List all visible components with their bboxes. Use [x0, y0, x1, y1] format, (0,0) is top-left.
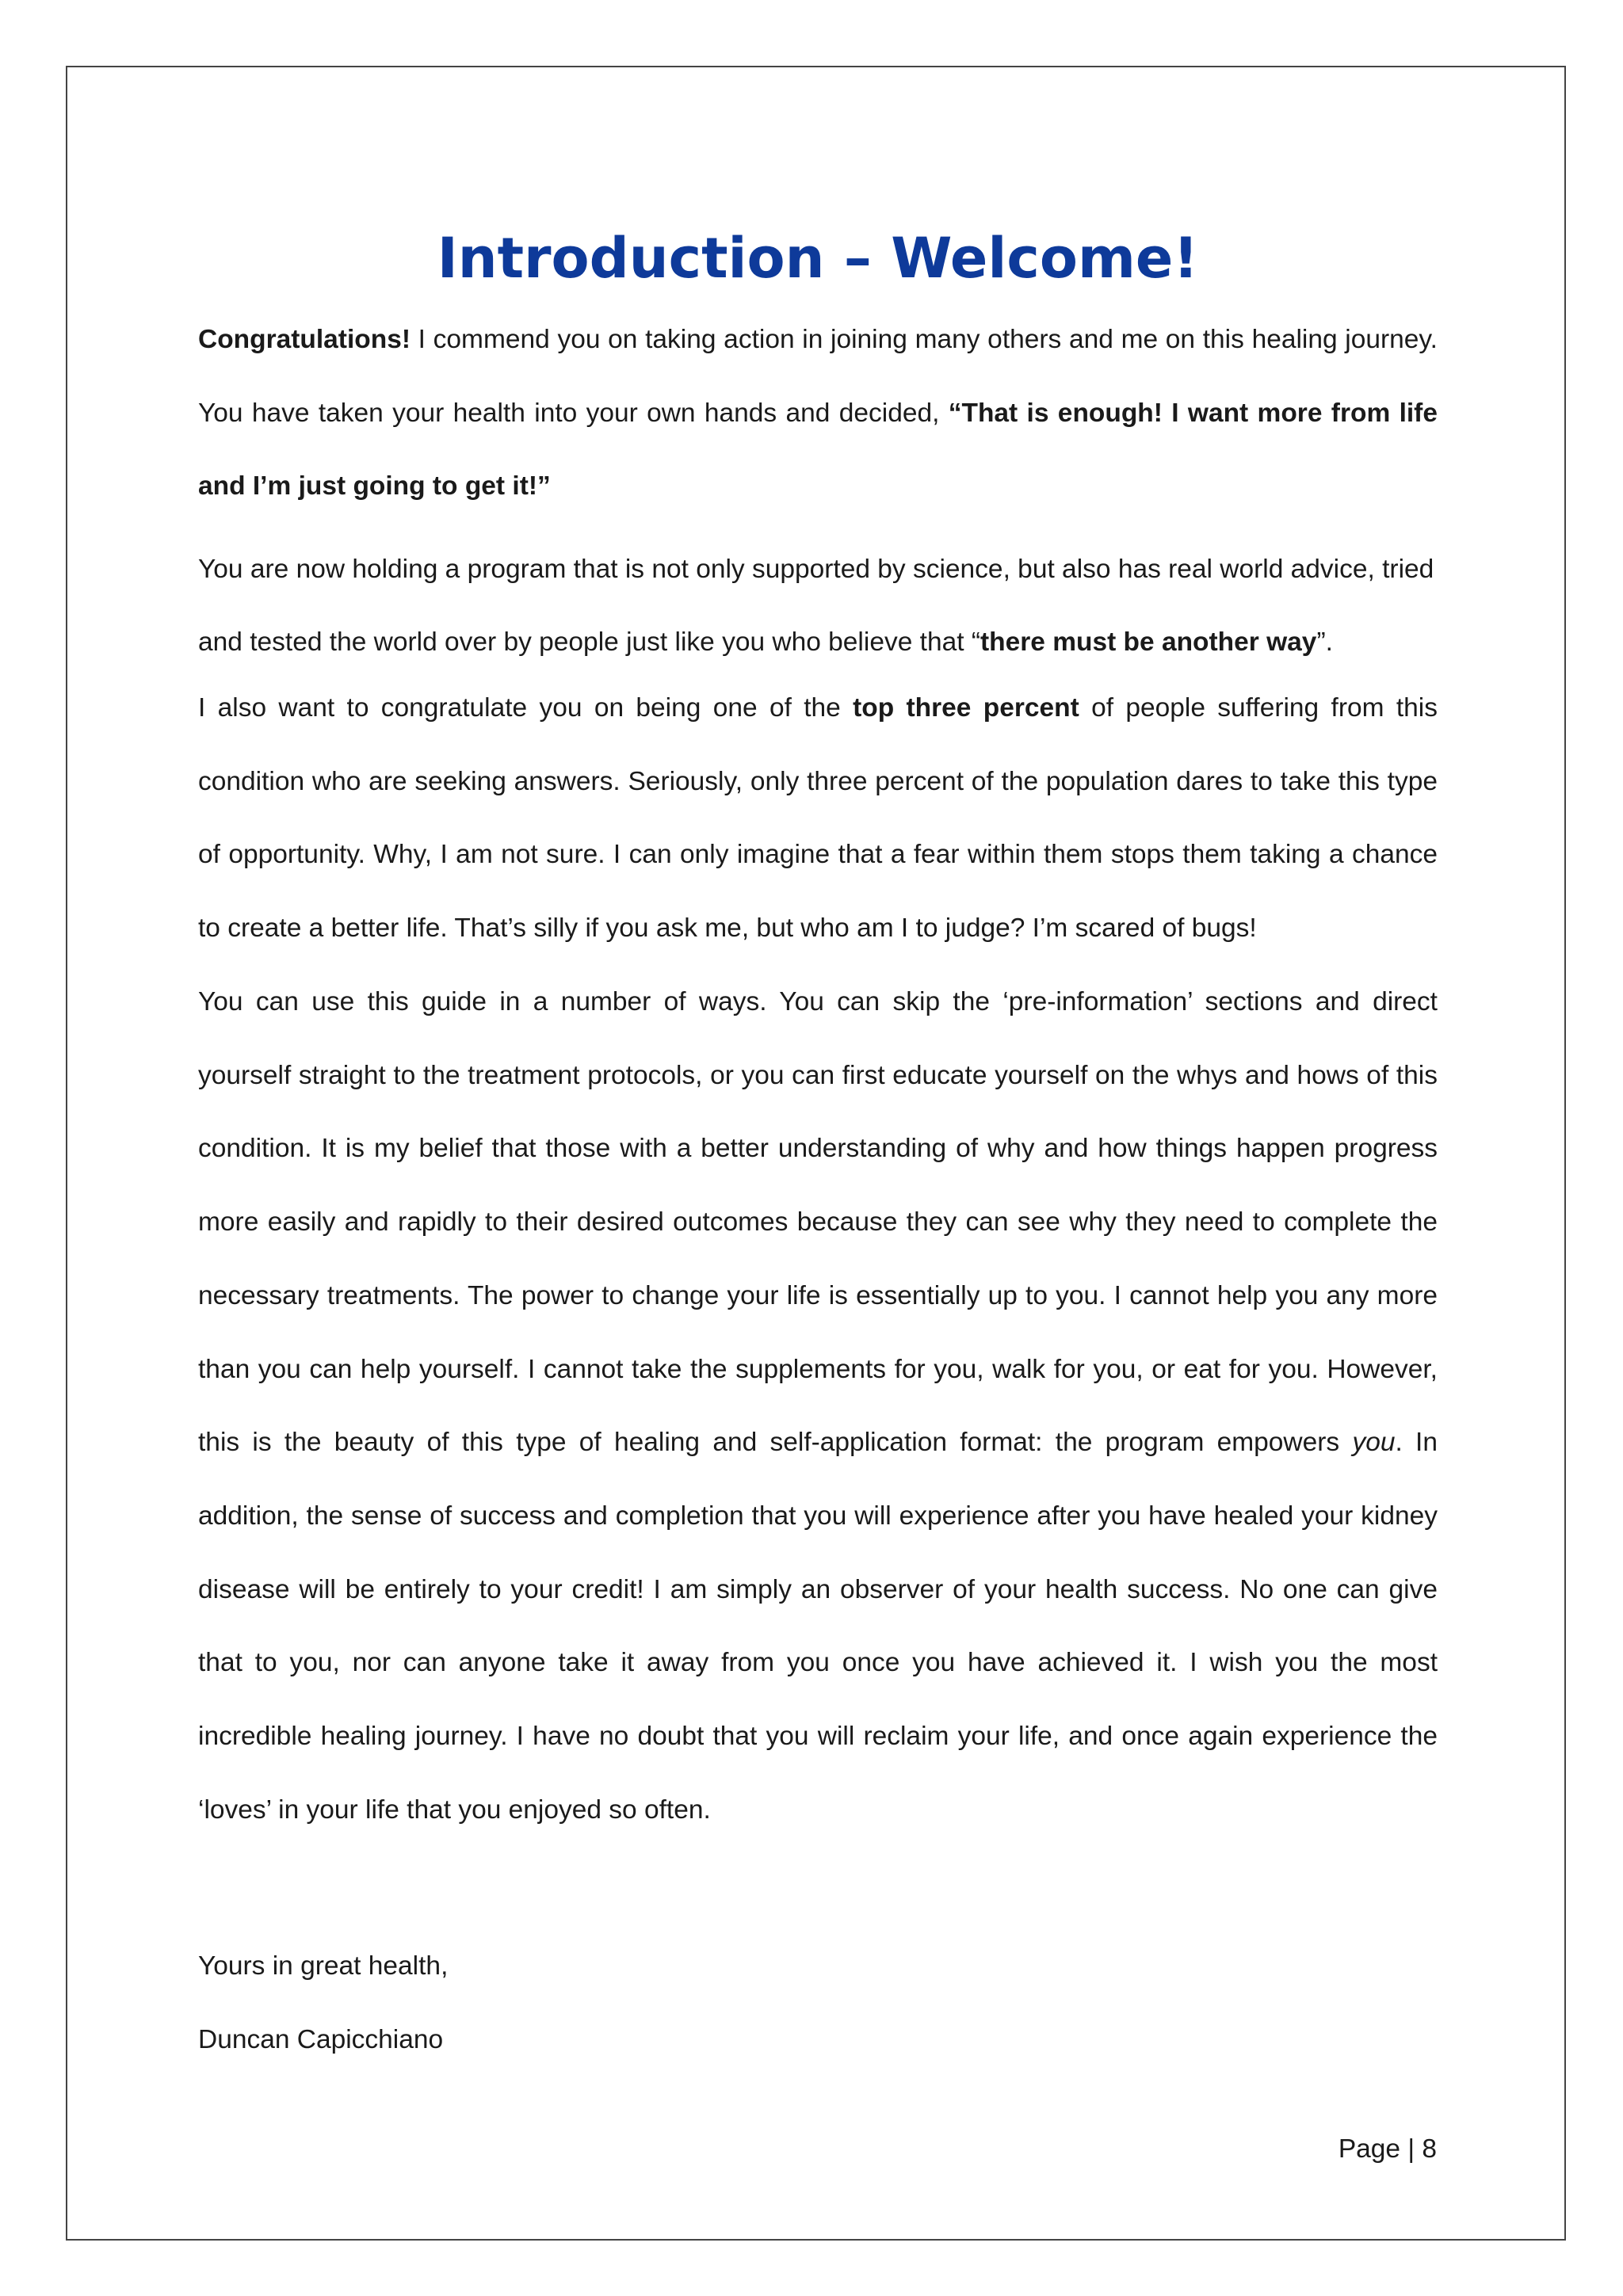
paragraph-end: ”. [1316, 627, 1333, 657]
page-number: Page | 8 [1338, 2134, 1437, 2164]
paragraph-text: You are now holding a program that is not only supported by science, but also has real world advice, tried and tested the world over by people just like you who believe that “ [198, 555, 1434, 657]
closing-line: Yours in great health, [198, 1951, 449, 1981]
paragraph-top-three-percent [198, 672, 1438, 966]
paragraph-congratulations [198, 303, 1438, 524]
paragraph-text: You can use this guide in a number of ways. You can skip the ‘pre-information’ sections and direct yourself straight to the treatment protocols, or you can first educate yourself on the whys and hows of this condition. It is my belief that those with a better understanding of why and how things happen progress more easily and rapidly to their desired outcomes because they can see why they need to complete the necessary treatments. The power to change your life is essentially up to you. I cannot help you any more than you can help yourself. I cannot take the supplements for you, walk for you, or eat for you. However, this is the beauty of this type of healing and self-application format: the program empowers [198, 987, 1438, 1458]
page-title: Introduction – Welcome! [437, 226, 1199, 291]
author-signature: Duncan Capicchiano [198, 2025, 444, 2054]
paragraph-text: I also want to congratulate you on being one of the [198, 693, 854, 723]
italic-word: you [1352, 1428, 1396, 1458]
emphasized-quote: “That is enough! I want more from life and I’m just going to get it!” [198, 398, 1438, 502]
congratulations-lead: Congratulations! [198, 325, 411, 354]
paragraph-guide-usage [198, 966, 1438, 1847]
paragraph-text-continued: of people suffering from this condition who are seeking answers. Seriously, only three percent of the population dares to take this type of opportunity. Why, I am not sure. I can only imagine that a fear within them stops them taking a chance to create a better life. That’s silly if you ask me, but who am I to judge? I’m scared of bugs! [198, 693, 1438, 944]
paragraph-program [198, 533, 1438, 679]
paragraph-text-continued: . In addition, the sense of success and completion that you will experience after you have healed your kidney disease will be entirely to your credit! I am simply an observer of your health success. No one can give that to you, nor can anyone take it away from you once you have achieved it. I wish you the most incredible healing journey. I have no doubt that you will reclaim your life, and once again experience the ‘loves’ in your life that you enjoyed so often. [198, 1428, 1438, 1825]
emphasized-phrase: top three percent [853, 693, 1079, 723]
emphasized-phrase: there must be another way [980, 627, 1317, 657]
paragraph-text: I commend you on taking action in joining many others and me on this healing journey. You have taken your health into your own hands and decided, [198, 325, 1438, 428]
